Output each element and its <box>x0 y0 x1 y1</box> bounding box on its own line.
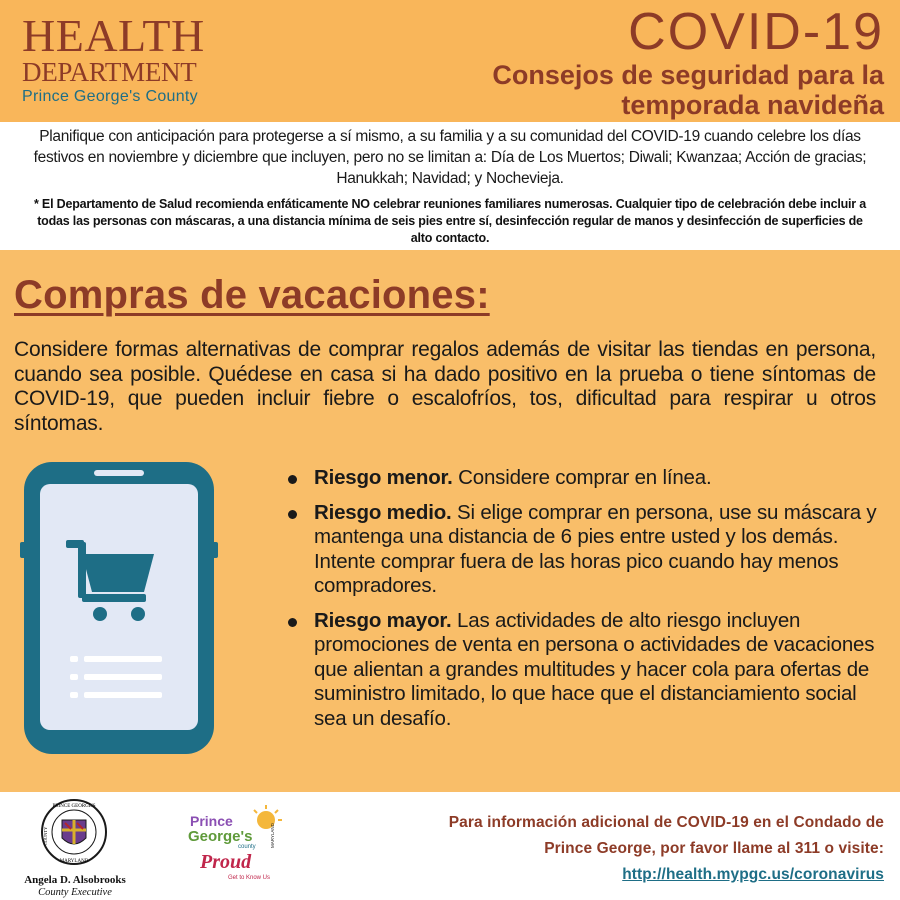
county-seal-icon <box>40 798 108 870</box>
prince-georges-proud-logo <box>186 804 290 884</box>
risk-label: Riesgo mayor. <box>314 608 452 632</box>
contact-info <box>364 810 884 888</box>
bullet-icon <box>288 618 297 627</box>
subtitle-line-2: temporada navideña <box>621 90 884 120</box>
seal-text-top: PRINCE GEORGE'S <box>52 804 96 809</box>
pgc-line-3: county <box>238 844 256 850</box>
smartphone-shopping-cart-icon <box>20 462 218 754</box>
risk-text: Considere comprar en línea. <box>458 466 712 489</box>
bullet-icon <box>288 510 297 519</box>
contact-line-2: Prince George, por favor llame al 311 o visite: <box>544 840 884 857</box>
pgc-line-4: Proud <box>200 851 252 873</box>
list-item <box>288 501 888 599</box>
section-title: Compras de vacaciones: <box>14 273 490 317</box>
coronavirus-link[interactable]: http://health.mypgc.us/coronavirus <box>622 866 884 883</box>
contact-line-1: Para información adicional de COVID-19 en el Condado de <box>448 814 884 831</box>
header-banner <box>0 0 900 122</box>
risk-label: Riesgo menor. <box>314 466 453 489</box>
bullet-icon <box>288 475 297 484</box>
county-executive-name: Angela D. Alsobrooks <box>24 874 126 886</box>
intro-text: Planifique con anticipación para protegerse a sí mismo, a su familia y a su comunidad del COVID-19 cuando celebre los días festivos en noviembre y diciembre que incluyen, pero no se limitan a: Día de Los Muertos; Diwali; Kwanzaa; Acción de gracias; Hanukkah; Navidad; y Nochevieja. <box>33 128 867 187</box>
pgc-state: MARYLAND <box>270 823 275 848</box>
health-department-logo <box>22 10 227 108</box>
subtitle-line-1: Consejos de seguridad para la <box>492 60 884 90</box>
intro-note: * El Departamento de Salud recomienda enfáticamente NO celebrar reuniones familiares numerosas. Cualquier tipo de celebración debe incluir a todas las personas con máscaras, a una distancia mínima de seis pies entre sí, desinfección regular de manos y desinfección de superficies de alto contacto. <box>34 197 866 245</box>
pgc-line-1: Prince <box>190 813 233 829</box>
title-block <box>324 4 884 120</box>
risk-label: Riesgo medio. <box>314 500 452 524</box>
pgc-tagline: Get to Know Us <box>228 875 271 881</box>
dept-county: Prince George's County <box>22 88 198 105</box>
risk-text: Las actividades de alto riesgo incluyen promociones de venta en persona o actividades de vacaciones que alientan a grandes multitudes y hacer cola para ofertas de suministro limitado, lo que hace que el distanciamiento social sea un desafío. <box>314 608 875 730</box>
county-executive-title: County Executive <box>38 887 112 898</box>
intro-section <box>0 122 900 250</box>
dept-line-department: DEPARTMENT <box>22 57 197 87</box>
holiday-shopping-panel <box>0 250 900 792</box>
page-title: COVID-19 <box>628 3 884 61</box>
dept-line-health: HEALTH <box>22 10 205 61</box>
section-body: Considere formas alternativas de comprar regalos además de visitar las tiendas en persona, cuando sea posible. Quédese en casa si ha dado positivo en la prueba o tiene síntomas de COVID-19, que pueden incluir fiebre o escalofríos, tos, dificultad para respirar u otros síntomas. <box>14 338 876 435</box>
seal-text-left: COUNTY <box>43 826 48 846</box>
list-item <box>288 609 888 732</box>
risk-text: Si elige comprar en persona, use su máscara y mantenga una distancia de 6 pies entre usted y los demás. Intente comprar fuera de las horas pico cuando hay menos compradores. <box>314 500 877 597</box>
list-item <box>288 466 888 491</box>
risk-list <box>288 466 888 741</box>
footer <box>0 792 900 900</box>
pgc-line-2: George's <box>188 828 253 845</box>
seal-text-bottom: MARYLAND <box>59 859 89 864</box>
